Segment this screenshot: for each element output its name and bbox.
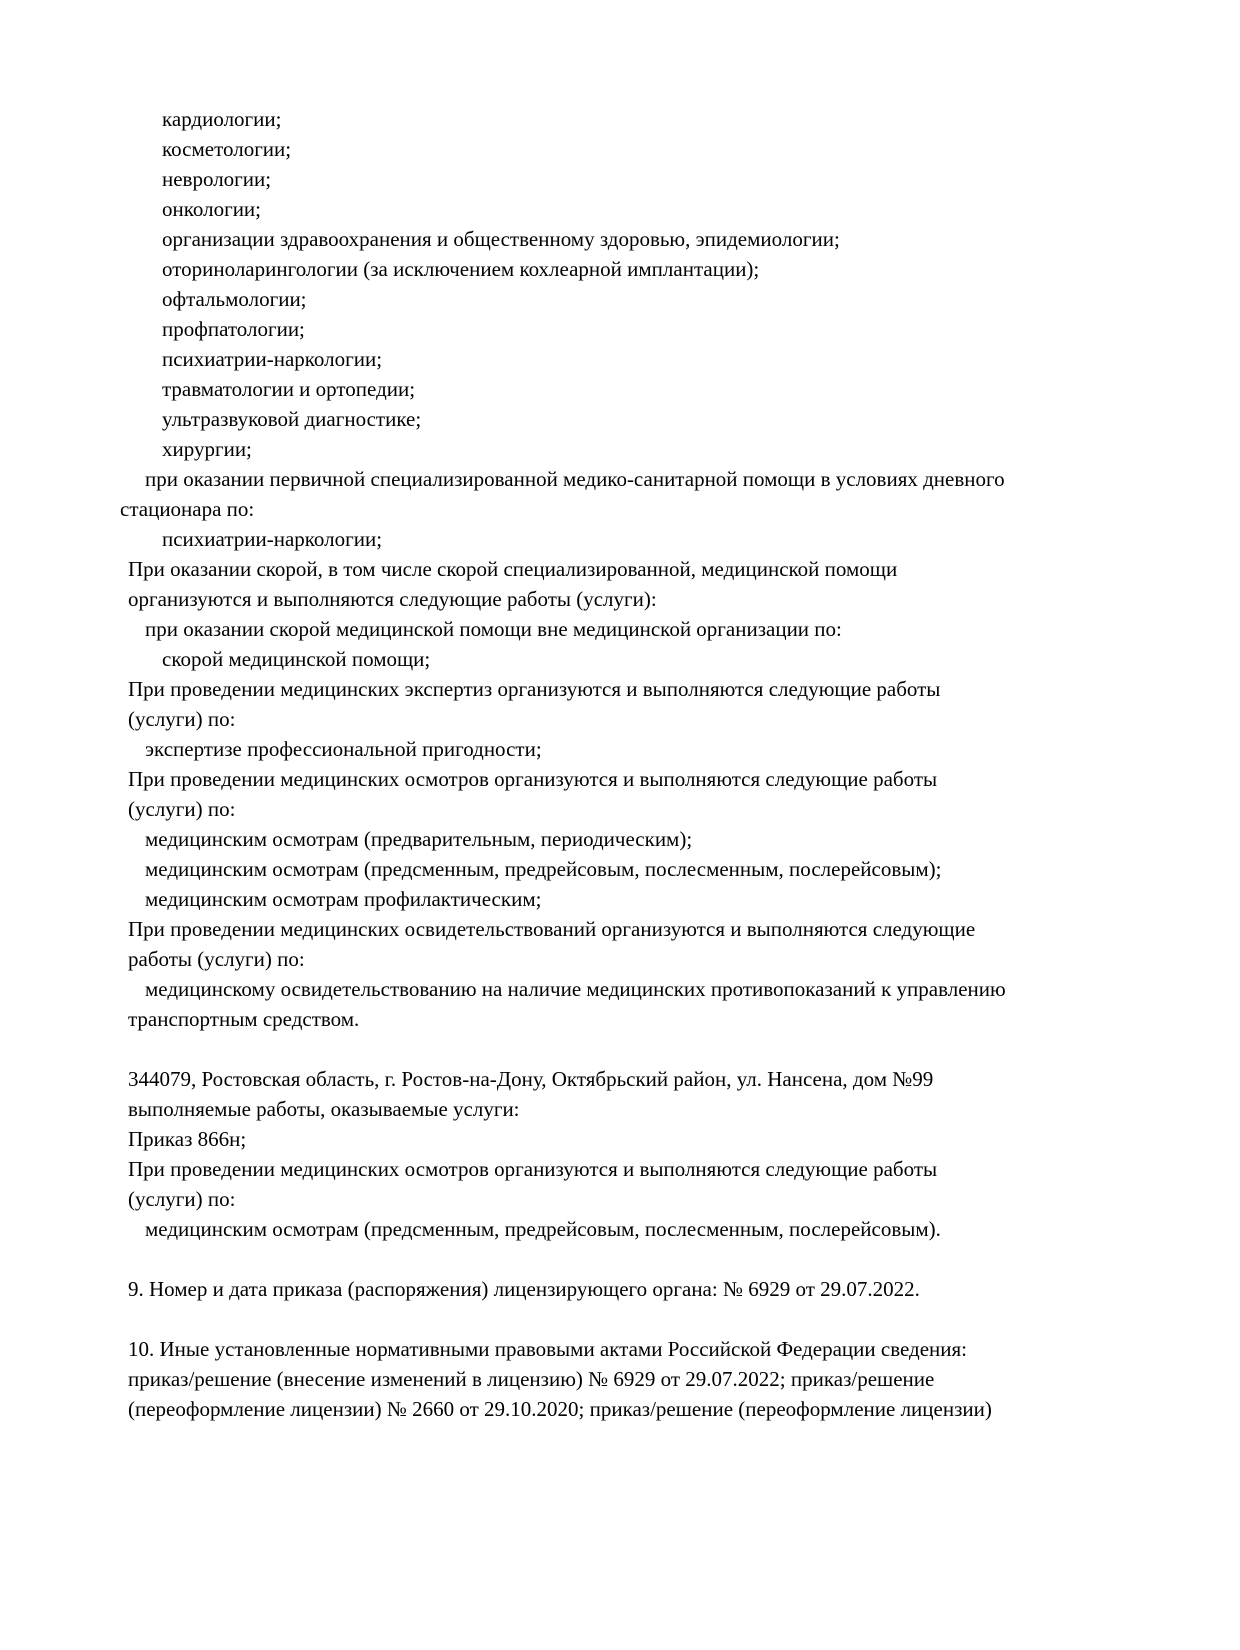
text-line: При проведении медицинских освидетельствований организуются и выполняются следующие — [128, 917, 976, 941]
text-line: онкологии; — [162, 197, 262, 221]
text-line: скорой медицинской помощи; — [162, 647, 431, 671]
text-line: стационара по: — [120, 497, 255, 521]
text-line: медицинскому освидетельствованию на наличие медицинских противопоказаний к управлению — [145, 977, 1006, 1001]
text-line: медицинским осмотрам профилактическим; — [145, 887, 542, 911]
text-line: При проведении медицинских осмотров организуются и выполняются следующие работы — [128, 1157, 938, 1181]
text-line: 10. Иные установленные нормативными правовыми актами Российской Федерации сведения: — [128, 1337, 968, 1361]
text-line: психиатрии-наркологии; — [162, 527, 383, 551]
text-line: медицинским осмотрам (предсменным, предрейсовым, послесменным, послерейсовым). — [145, 1217, 941, 1241]
text-line — [120, 1034, 1130, 1064]
text-line: 344079, Ростовская область, г. Ростов-на-Дону, Октябрьский район, ул. Нансена, дом №99 — [128, 1067, 934, 1091]
text-line: кардиологии; — [162, 107, 282, 131]
text-line: (переоформление лицензии) № 2660 от 29.10.2020; приказ/решение (переоформление лицензии) — [128, 1397, 992, 1421]
text-line: при оказании первичной специализированной медико-санитарной помощи в условиях дневного — [145, 467, 1005, 491]
document-body — [120, 104, 1130, 1424]
text-line: экспертизе профессиональной пригодности; — [145, 737, 542, 761]
text-line: психиатрии-наркологии; — [162, 347, 383, 371]
text-line: медицинским осмотрам (предварительным, периодическим); — [145, 827, 693, 851]
text-line: 9. Номер и дата приказа (распоряжения) лицензирующего органа: № 6929 от 29.07.2022. — [128, 1277, 920, 1301]
text-line: офтальмологии; — [162, 287, 307, 311]
text-line — [120, 1244, 1130, 1274]
text-line: (услуги) по: — [128, 707, 236, 731]
text-line: При оказании скорой, в том числе скорой специализированной, медицинской помощи — [128, 557, 898, 581]
text-line: При проведении медицинских осмотров организуются и выполняются следующие работы — [128, 767, 938, 791]
text-line: профпатологии; — [162, 317, 305, 341]
text-line: организации здравоохранения и общественному здоровью, эпидемиологии; — [162, 227, 840, 251]
text-line: (услуги) по: — [128, 1187, 236, 1211]
text-line: неврологии; — [162, 167, 272, 191]
text-line: При проведении медицинских экспертиз организуются и выполняются следующие работы — [128, 677, 941, 701]
text-line: работы (услуги) по: — [128, 947, 305, 971]
text-line: транспортным средством. — [128, 1007, 360, 1031]
text-line: (услуги) по: — [128, 797, 236, 821]
text-line: приказ/решение (внесение изменений в лицензию) № 6929 от 29.07.2022; приказ/решение — [128, 1367, 935, 1391]
text-line: хирургии; — [162, 437, 252, 461]
text-line: Приказ 866н; — [128, 1127, 247, 1151]
text-line: при оказании скорой медицинской помощи вне медицинской организации по: — [145, 617, 842, 641]
text-line: медицинским осмотрам (предсменным, предрейсовым, послесменным, послерейсовым); — [145, 857, 942, 881]
text-line — [120, 1304, 1130, 1334]
text-line: ультразвуковой диагностике; — [162, 407, 422, 431]
text-line: косметологии; — [162, 137, 292, 161]
text-line: травматологии и ортопедии; — [162, 377, 416, 401]
text-line: организуются и выполняются следующие работы (услуги): — [128, 587, 657, 611]
text-line: выполняемые работы, оказываемые услуги: — [128, 1097, 520, 1121]
text-line: оториноларингологии (за исключением кохлеарной имплантации); — [162, 257, 760, 281]
